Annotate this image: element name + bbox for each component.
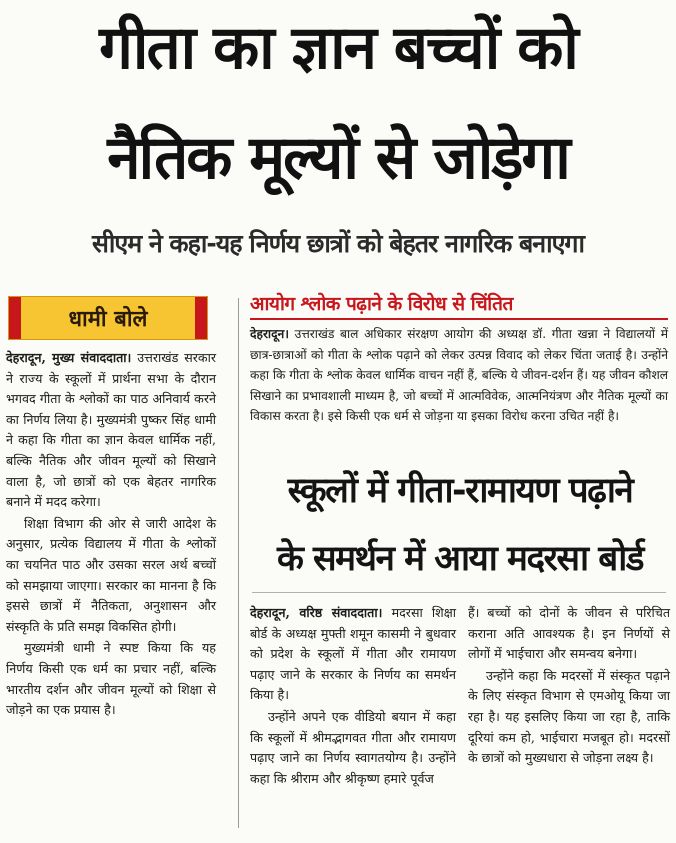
label-bar-left — [9, 297, 21, 339]
aayog-paragraph — [250, 324, 668, 427]
column-divider — [238, 298, 239, 828]
dhami-dateline: देहरादून, मुख्य संवाददाता। — [6, 350, 132, 365]
madrasa-heading-line-1: स्कूलों में गीता-रामायण पढ़ाने — [287, 471, 633, 511]
subheadline: सीएम ने कहा-यह निर्णय छात्रों को बेहतर नागरिक बनाएगा — [92, 229, 584, 258]
dhami-article-column — [6, 348, 216, 722]
madrasa-paragraph-1 — [250, 603, 456, 706]
madrasa-column-right — [468, 603, 670, 770]
aayog-heading: आयोग श्लोक पढ़ाने के विरोध से चिंतित — [250, 293, 513, 315]
headline-line-2: नैतिक मूल्यों से जोड़ेगा — [107, 123, 569, 193]
madrasa-text-1: मदरसा शिक्षा बोर्ड के अध्यक्ष मुफ्ती शमून कासमी ने बुधवार को प्रदेश के स्कूलों में गीता और रामायण पढ़ाए जाने के सरकार के निर्णय का समर्थन किया है। — [250, 605, 457, 703]
aayog-heading-rule — [250, 318, 668, 320]
dhami-label-box — [8, 296, 208, 340]
dhami-paragraph-1 — [6, 348, 216, 513]
madrasa-paragraph-4: उन्होंने कहा कि मदरसों में संस्कृत पढ़ाने के लिए संस्कृत विभाग से एमओयू किया जा रहा है। यह इसलिए किया जा रहा है, ताकि दूरियां कम हो, भाईचारा मजबूत हो। मदरसों के छात्रों को मुख्यधारा से जोड़ना लक्ष्य है। — [468, 667, 670, 766]
dhami-text-1: उत्तराखंड सरकार ने राज्य के स्कूलों में प्रार्थना सभा के दौरान भगवद गीता के श्लोकों का पाठ अनिवार्य करने का निर्णय लिया है। मुख्यमंत्री पुष्कर सिंह धामी ने कहा कि गीता का ज्ञान केवल धार्मिक नहीं, बल्कि नैतिक और जीवन मूल्यों को सिखाने वाला है, जो छात्रों को एक बेहतर नागरिक बनाने में मदद करेगा। — [6, 350, 216, 510]
aayog-dateline: देहरादून। — [250, 327, 289, 341]
aayog-article-body — [250, 324, 668, 428]
madrasa-heading-line-2: के समर्थन में आया मदरसा बोर्ड — [276, 539, 644, 579]
madrasa-heading-rule — [252, 592, 666, 593]
headline-line-1: गीता का ज्ञान बच्चों को — [99, 13, 577, 83]
madrasa-paragraph-2: उन्होंने अपने एक वीडियो बयान में कहा कि स्कूलों में श्रीमद्भागवत गीता और रामायण पढ़ाए जाने का निर्णय स्वागतयोग्य है। उन्होंने कहा कि श्रीराम और श्रीकृष्ण हमारे पूर्वज — [250, 708, 456, 786]
label-bar-right — [195, 297, 207, 339]
madrasa-column-left — [250, 603, 456, 790]
dhami-box-title: धामी बोले — [68, 307, 148, 332]
dhami-paragraph-2: शिक्षा विभाग की ओर से जारी आदेश के अनुसार, प्रत्येक विद्यालय में गीता के श्लोकों का चयनित पाठ और उसका सरल अर्थ बच्चों को समझाया जाएगा। सरकार का मानना है कि इससे छात्रों में नैतिकता, अनुशासन और संस्कृति के प्रति समझ विकसित होगी। — [6, 515, 216, 634]
aayog-text: उत्तराखंड बाल अधिकार संरक्षण आयोग की अध्यक्ष डॉ. गीता खन्ना ने विद्यालयों में छात्र-छात्राओं को गीता के श्लोक पढ़ाने को लेकर उत्पन्न विवाद को लेकर चिंता जताई है। उन्होंने कहा कि गीता के श्लोक केवल धार्मिक वाचन नहीं हैं, बल्कि ये जीवन-दर्शन हैं। यह जीवन कौशल सिखाने का प्रभावशाली माध्यम है, जो बच्चों में आत्मविवेक, आत्मनियंत्रण और नैतिक मूल्यों का विकास करता है। इसे किसी एक धर्म से जोड़ना या इसका विरोध करना उचित नहीं है। — [250, 327, 668, 424]
madrasa-dateline: देहरादून, वरिष्ठ संवाददाता। — [250, 605, 383, 620]
dhami-paragraph-3: मुख्यमंत्री धामी ने स्पष्ट किया कि यह निर्णय किसी एक धर्म का प्रचार नहीं, बल्कि भारतीय दर्शन और जीवन मूल्यों को शिक्षा से जोड़ने का एक प्रयास है। — [6, 640, 216, 718]
madrasa-paragraph-3: हैं। बच्चों को दोनों के जीवन से परिचित कराना अति आवश्यक है। इन निर्णयों से लोगों में भाईचारा और समन्वय बनेगा। — [468, 605, 670, 662]
